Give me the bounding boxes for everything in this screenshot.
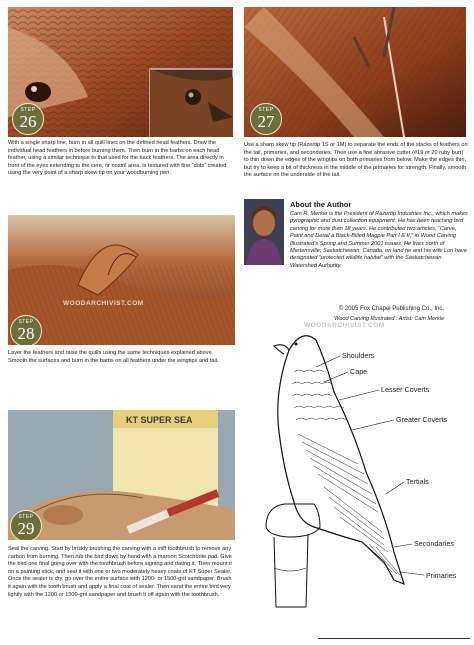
label-lesser-coverts: Lesser Coverts: [381, 385, 430, 394]
label-tertials: Tertials: [406, 477, 429, 486]
footer-rule: [318, 638, 470, 639]
layered-feathers-carving-image: [8, 215, 235, 345]
sealer-bottle-label: KT SUPER SEA: [126, 415, 193, 425]
label-primaries: Primaries: [426, 571, 457, 580]
watermark: WOODARCHIVIST.COM: [304, 322, 385, 329]
step-29-caption: Seal the carving. Start by briskly brushing the carving with a stiff toothbrush to remove any carbon from burning. Then rub the bird down by hand with a maroon Scotchbrite pad. Give the bird one final going over with the toothbrush before signing and dating it. Then mount it on a painting stick, and seal it with one or two moderately heavy coats of KT Super Sealer. Once the sealer is dry, go over the entire surface with 1200- or 1500-grit sandpaper. Brush it again with the tooth brush and apply a final coat of sealer. Then sand the entire bird very lightly with the 1200 or 1500-grit sandpaper and brush it off again with the toothbrush.: [8, 546, 232, 598]
label-cape: Cape: [350, 367, 368, 376]
step-26-photo: [8, 7, 233, 137]
step-28-caption: Layer the feathers and raise the quills using the same techniques explained above. Smooth the surfaces and burn in the barbs on all feathers under the wingtips and tail.: [8, 350, 219, 364]
label-greater-coverts: Greater Coverts: [396, 415, 448, 424]
step-27-photo: [244, 7, 466, 137]
step-28-photo: [8, 215, 235, 345]
step-badge: STEP 29: [10, 510, 42, 540]
step-badge: STEP 26: [12, 103, 44, 135]
author-portrait-image: [244, 199, 284, 265]
about-author-heading: About the Author: [290, 200, 352, 209]
watermark: WOODARCHIVIST.COM: [63, 300, 144, 307]
step-27-caption: Use a sharp skew tip (Razertip 1S or 1M) to separate the ends of the stacks of feathers on the tail, primaries, and secondaries. Then use a fine abrasive cutter (#19 or 20 ruby burr) to thin down the edges of the wingtips on both primaries from below. Make the edges thin, but try to keep a bit of thickness in the middle of the primaries for strength. Finally, smooth the surface on the underside of the tail.: [244, 142, 468, 179]
author-photo: [244, 199, 284, 265]
step-badge: STEP 27: [250, 103, 282, 135]
label-secondaries: Secondaries: [414, 539, 454, 548]
label-shoulders: Shoulders: [342, 351, 375, 360]
step-26-caption: With a single sharp line, burn in all quill lines on the defined head feathers. Draw the individual head feathers in before burning them. Then burn in the barbs on each head feather, using a similar technique to that used for the back feathers. The area directly in front of the eyes extending to the cere, or nostril area, is textured with fine “dots” created using the very point of a sharp skew tip on your woodburning pen.: [8, 140, 227, 177]
step-29-photo: [8, 410, 235, 540]
sealing-carving-image: [8, 410, 235, 540]
hawk-outline-drawing: [244, 322, 470, 637]
about-author-text: Cam R. Merkle is the President of Razertip Industries Inc., which makes pyrographic and dust collection equipment. He has been teaching bird carving for more than 18 years. He contributed two articles, “Carve, Paint and Detail a Black-Billed Magpie Part I & II,” in Wood Carving Illustrated’s Spring and Summer 2001 issues. He lives north of Martensville, Saskatchewan, Canada, on land he and his wife Lori have designated “protected wildlife habitat” with the Saskatchewan Watershed Authority.: [290, 211, 468, 269]
artist-credit: Wood Carving Illustrated : Artist: Cam Merkle: [334, 316, 444, 322]
copyright-notice: © 2005 Fox Chapel Publishing Co., Inc.: [338, 306, 444, 312]
step-badge: STEP 28: [10, 315, 42, 345]
feather-group-diagram: [244, 322, 470, 637]
